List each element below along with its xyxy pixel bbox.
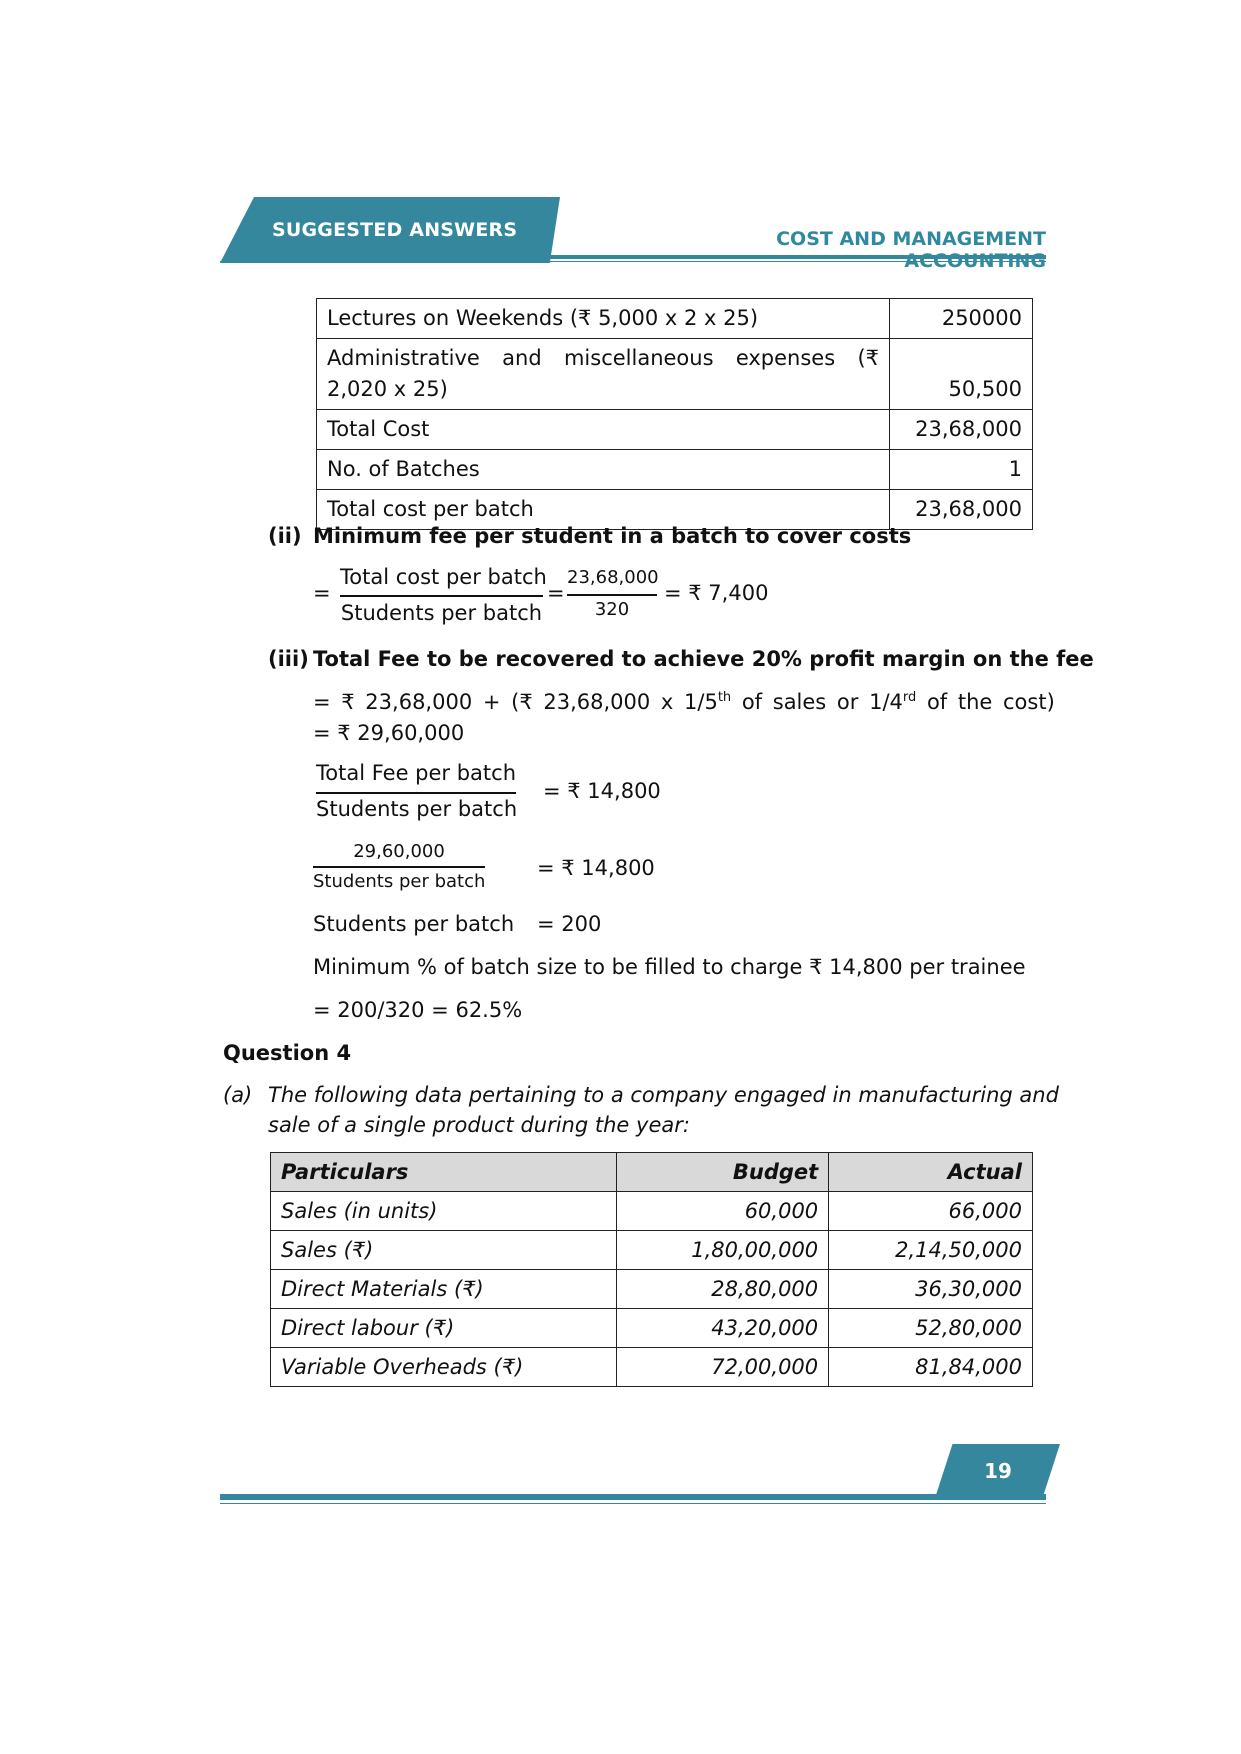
question-title: Question 4	[223, 1041, 352, 1065]
row-label: Sales (in units)	[271, 1192, 617, 1231]
part-a-text-line2: sale of a single product during the year:	[268, 1113, 690, 1137]
budget-cell: 1,80,00,000	[617, 1231, 829, 1270]
eq-sign: =	[313, 581, 331, 605]
result-value: = ₹ 7,400	[664, 581, 769, 605]
cost-label: Total Cost	[317, 410, 890, 450]
fraction-bar	[313, 866, 485, 868]
fraction-bar	[567, 594, 657, 596]
cost-value: 50,500	[890, 339, 1033, 410]
result-value: = ₹ 14,800	[537, 856, 655, 880]
cost-label: Total cost per batch	[317, 490, 890, 530]
table-row	[271, 1270, 1033, 1309]
cost-value: 1	[890, 450, 1033, 490]
budget-actual-table	[270, 1152, 1033, 1387]
table-row	[317, 410, 1033, 450]
row-label: Variable Overheads (₹)	[271, 1348, 617, 1387]
min-pct-calc: = 200/320 = 62.5%	[313, 998, 523, 1022]
row-label: Direct labour (₹)	[271, 1309, 617, 1348]
fraction-denominator: Students per batch	[313, 871, 486, 892]
students-per-batch-label: Students per batch	[313, 912, 515, 936]
cost-value: 23,68,000	[890, 490, 1033, 530]
cost-value: 23,68,000	[890, 410, 1033, 450]
table-row	[271, 1309, 1033, 1348]
budget-cell: 72,00,000	[617, 1348, 829, 1387]
part-iii-marker: (iii)	[268, 647, 309, 671]
actual-cell: 81,84,000	[829, 1348, 1033, 1387]
cost-label: Lectures on Weekends (₹ 5,000 x 2 x 25)	[317, 299, 890, 339]
min-pct-text: Minimum % of batch size to be filled to charge ₹ 14,800 per trainee	[313, 955, 1026, 979]
total-fee-value: = ₹ 29,60,000	[313, 721, 465, 745]
cost-value: 250000	[890, 299, 1033, 339]
budget-cell: 28,80,000	[617, 1270, 829, 1309]
cost-label: No. of Batches	[317, 450, 890, 490]
part-a-marker: (a)	[223, 1083, 253, 1107]
result-value: = ₹ 14,800	[543, 779, 661, 803]
budget-cell: 43,20,000	[617, 1309, 829, 1348]
actual-cell: 52,80,000	[829, 1309, 1033, 1348]
actual-cell: 36,30,000	[829, 1270, 1033, 1309]
fraction-numerator: Total Fee per batch	[316, 761, 517, 785]
fraction-denominator: Students per batch	[340, 601, 543, 625]
budget-cell: 60,000	[617, 1192, 829, 1231]
header-rule	[545, 255, 1046, 259]
eq-sign: =	[547, 581, 565, 605]
part-ii-heading: Minimum fee per student in a batch to cover costs	[313, 524, 912, 548]
cost-label: Administrative and miscellaneous expenses (₹ 2,020 x 25)	[317, 339, 890, 410]
fraction-numerator: Total cost per batch	[340, 565, 547, 589]
fraction-denominator: Students per batch	[316, 797, 518, 821]
row-label: Sales (₹)	[271, 1231, 617, 1270]
fraction-bar	[316, 792, 516, 794]
fraction-numerator: 29,60,000	[353, 841, 445, 862]
part-iii-heading: Total Fee to be recovered to achieve 20% profit margin on the fee	[313, 647, 1094, 671]
table-row	[271, 1192, 1033, 1231]
cost-table	[316, 298, 1033, 530]
subject-title: COST AND MANAGEMENT	[776, 228, 1046, 250]
table-row	[271, 1348, 1033, 1387]
header-rule-thin	[220, 261, 1046, 262]
actual-cell: 2,14,50,000	[829, 1231, 1033, 1270]
table-row	[317, 450, 1033, 490]
footer-rule	[220, 1494, 1046, 1500]
part-ii-marker: (ii)	[268, 524, 302, 548]
part-a-text-line1: The following data pertaining to a company engaged in manufacturing and	[268, 1083, 1059, 1107]
students-per-batch-value: = 200	[537, 912, 602, 936]
table-row	[317, 299, 1033, 339]
column-header: Actual	[829, 1153, 1033, 1192]
table-row	[317, 339, 1033, 410]
fraction-denominator: 320	[594, 599, 630, 620]
profit-equation-line: = ₹ 23,68,000 + (₹ 23,68,000 x 1/5th of sales or 1/4rd of the cost)	[313, 690, 1055, 714]
page-number: 19	[984, 1459, 1012, 1483]
table-row	[271, 1231, 1033, 1270]
actual-cell: 66,000	[829, 1192, 1033, 1231]
footer-rule-thin	[220, 1503, 1046, 1504]
table-header-row	[271, 1153, 1033, 1192]
fraction-bar	[340, 595, 543, 597]
row-label: Direct Materials (₹)	[271, 1270, 617, 1309]
header-tab-title: SUGGESTED ANSWERS	[272, 219, 518, 241]
column-header: Budget	[617, 1153, 829, 1192]
column-header: Particulars	[271, 1153, 617, 1192]
fraction-numerator: 23,68,000	[567, 567, 659, 588]
